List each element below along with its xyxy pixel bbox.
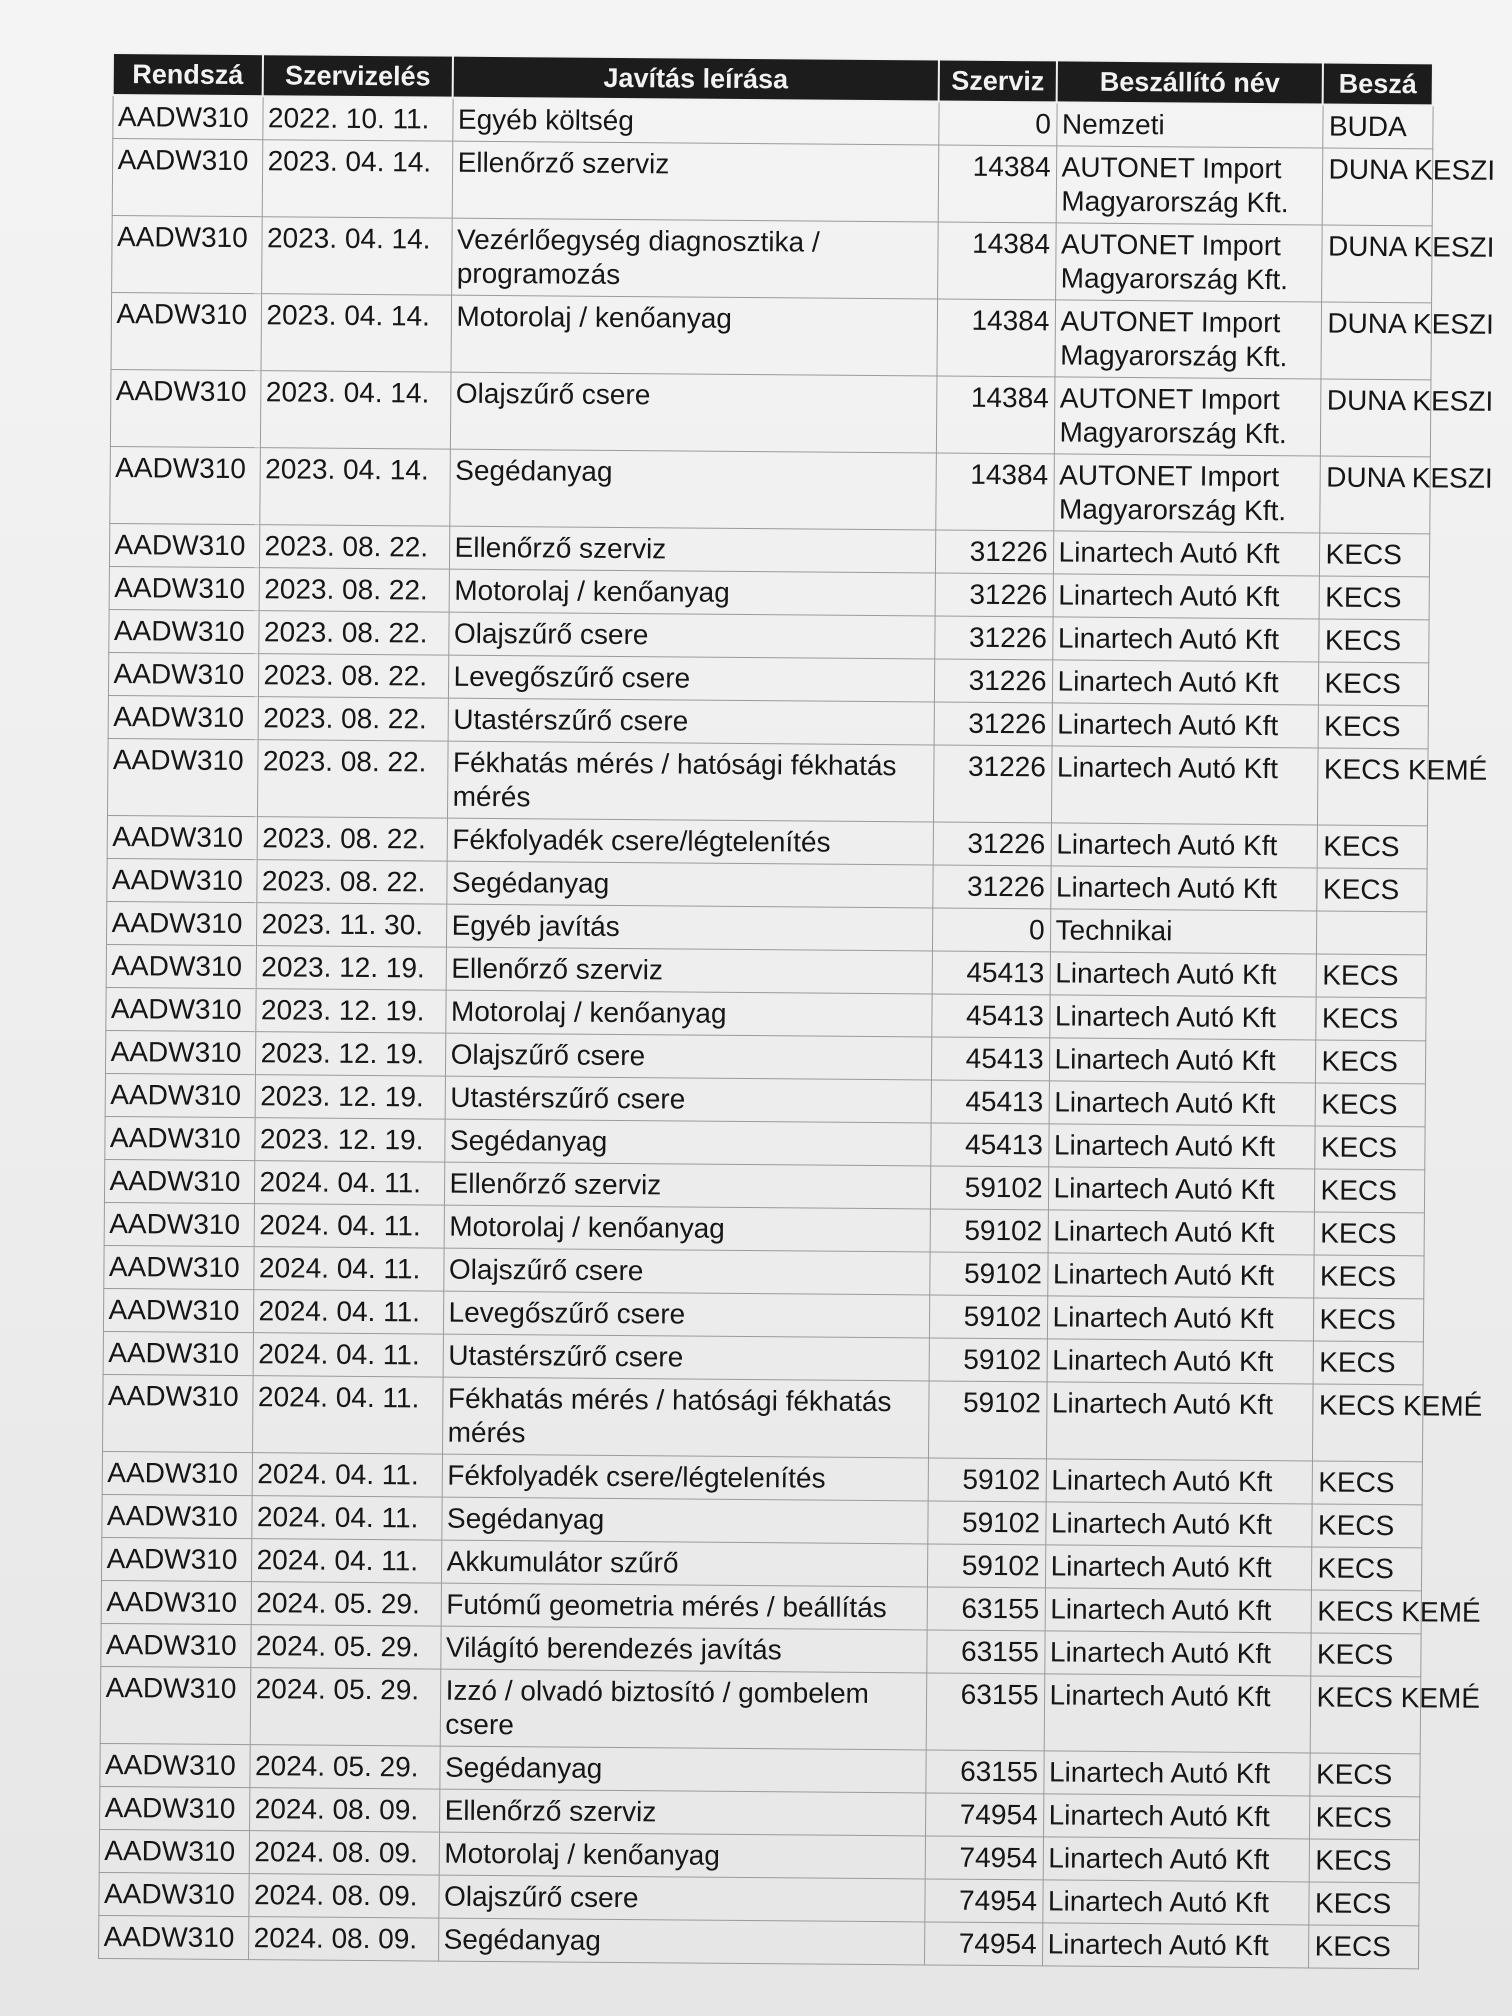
supplier-cell: Technikai <box>1050 909 1316 954</box>
plate-cell: AADW310 <box>103 1288 253 1332</box>
header-plate: Rendszá <box>113 53 263 96</box>
supplier-cell: Linartech Autó Kft <box>1046 1459 1312 1504</box>
amount-cell: 63155 <box>927 1587 1045 1631</box>
code-cell: KECS <box>1315 1083 1425 1127</box>
plate-cell: AADW310 <box>103 1245 253 1289</box>
plate-cell: AADW310 <box>99 1829 249 1873</box>
description-cell: Levegőszűrő csere <box>443 1291 929 1338</box>
supplier-cell: Linartech Autó Kft <box>1045 1545 1311 1590</box>
plate-cell: AADW310 <box>108 652 258 696</box>
supplier-cell: AUTONET Import Magyarország Kft. <box>1054 300 1321 379</box>
code-cell: KECS <box>1317 825 1427 869</box>
date-cell: 2024. 08. 09. <box>248 1874 438 1918</box>
plate-cell: AADW310 <box>106 901 256 945</box>
date-cell: 2024. 05. 29. <box>250 1625 440 1669</box>
code-cell: KECS <box>1314 1169 1424 1213</box>
supplier-cell: Linartech Autó Kft <box>1049 1081 1315 1126</box>
document-sheet <box>97 52 1496 1969</box>
table-row <box>100 1666 1421 1753</box>
amount-cell: 45413 <box>931 1037 1049 1081</box>
code-cell: KECS <box>1312 1461 1422 1505</box>
supplier-cell: Linartech Autó Kft <box>1045 1588 1311 1633</box>
supplier-cell: Linartech Autó Kft <box>1049 1038 1315 1083</box>
supplier-cell: Nemzeti <box>1056 102 1322 148</box>
description-cell: Segédanyag <box>441 1497 927 1544</box>
amount-cell: 63155 <box>926 1673 1045 1751</box>
plate-cell: AADW310 <box>104 1116 254 1160</box>
amount-cell: 74954 <box>924 1922 1042 1966</box>
description-cell: Segédanyag <box>439 1746 925 1793</box>
amount-cell: 59102 <box>929 1295 1047 1339</box>
supplier-cell: Linartech Autó Kft <box>1043 1794 1309 1839</box>
code-cell: KECS <box>1318 619 1428 663</box>
plate-cell: AADW310 <box>112 139 263 217</box>
amount-cell: 31226 <box>933 822 1051 866</box>
code-cell: KECS <box>1315 997 1425 1041</box>
description-cell: Motorolaj / kenőanyag <box>449 569 935 616</box>
code-cell <box>1316 911 1426 955</box>
supplier-cell: Linartech Autó Kft <box>1042 1880 1308 1925</box>
description-cell: Olajszűrő csere <box>438 1875 924 1922</box>
plate-cell: AADW310 <box>98 1872 248 1916</box>
plate-cell: AADW310 <box>101 1580 251 1624</box>
supplier-cell: Linartech Autó Kft <box>1052 660 1318 705</box>
date-cell: 2024. 05. 29. <box>250 1668 441 1746</box>
plate-cell: AADW310 <box>99 1743 249 1787</box>
description-cell: Fékfolyadék csere/légtelenítés <box>447 818 933 865</box>
date-cell: 2023. 11. 30. <box>256 903 446 947</box>
supplier-cell: Linartech Autó Kft <box>1047 1253 1313 1298</box>
header-service-km: Szerviz <box>939 59 1057 102</box>
supplier-cell: Linartech Autó Kft <box>1043 1837 1309 1882</box>
description-cell: Ellenőrző szerviz <box>444 1162 930 1209</box>
date-cell: 2024. 04. 11. <box>251 1496 441 1540</box>
plate-cell: AADW310 <box>104 1159 254 1203</box>
date-cell: 2022. 10. 11. <box>262 96 452 141</box>
table-row <box>98 1915 1418 1968</box>
plate-cell: AADW310 <box>105 1030 255 1074</box>
service-history-table <box>97 52 1496 1969</box>
plate-cell: AADW310 <box>112 95 262 140</box>
date-cell: 2024. 04. 11. <box>251 1539 441 1583</box>
description-cell: Utastérszűrő csere <box>448 698 934 745</box>
table-body <box>98 95 1496 1969</box>
code-cell: KECS <box>1318 662 1428 706</box>
code-cell: KECS <box>1308 1925 1418 1969</box>
supplier-cell: Linartech Autó Kft <box>1048 1124 1314 1169</box>
supplier-cell: Linartech Autó Kft <box>1053 574 1319 619</box>
plate-cell: AADW310 <box>105 987 255 1031</box>
date-cell: 2024. 04. 11. <box>254 1161 444 1205</box>
code-cell: KECS <box>1316 954 1426 998</box>
date-cell: 2023. 08. 22. <box>257 817 447 861</box>
code-cell: KECS <box>1314 1126 1424 1170</box>
description-cell: Motorolaj / kenőanyag <box>444 1205 930 1252</box>
description-cell: Fékhatás mérés / hatósági fékhatás mérés <box>447 741 934 822</box>
amount-cell: 0 <box>938 101 1056 145</box>
code-cell: KECS <box>1314 1212 1424 1256</box>
date-cell: 2023. 08. 22. <box>256 860 446 904</box>
code-cell: KECS <box>1310 1633 1420 1677</box>
code-cell: KECS <box>1319 533 1429 577</box>
description-cell: Ellenőrző szerviz <box>452 141 939 222</box>
code-cell: KECS <box>1311 1504 1421 1548</box>
plate-cell: AADW310 <box>101 1494 251 1538</box>
header-supplier-name: Beszállító név <box>1057 60 1323 104</box>
plate-cell: AADW310 <box>111 293 262 371</box>
supplier-cell: AUTONET Import Magyarország Kft. <box>1054 377 1321 456</box>
plate-cell: AADW310 <box>106 944 256 988</box>
code-cell: KECS <box>1308 1882 1418 1926</box>
date-cell: 2024. 04. 11. <box>253 1333 443 1377</box>
date-cell: 2024. 08. 09. <box>248 1917 438 1961</box>
code-cell: DUNA KESZI <box>1319 456 1430 534</box>
header-supplier-code: Beszá <box>1323 63 1433 106</box>
description-cell: Motorolaj / kenőanyag <box>450 295 937 376</box>
date-cell: 2023. 04. 14. <box>259 448 450 526</box>
description-cell: Vezérlőegység diagnosztika / programozás <box>451 218 938 299</box>
plate-cell: AADW310 <box>109 566 259 610</box>
date-cell: 2023. 08. 22. <box>259 568 449 612</box>
description-cell: Segédanyag <box>438 1918 924 1965</box>
table-row <box>111 293 1432 380</box>
code-cell: DUNA KESZI <box>1321 225 1432 303</box>
code-cell: KECS <box>1313 1341 1423 1385</box>
description-cell: Fékfolyadék csere/légtelenítés <box>442 1454 928 1501</box>
supplier-cell: Linartech Autó Kft <box>1043 1751 1309 1796</box>
supplier-cell: Linartech Autó Kft <box>1045 1502 1311 1547</box>
code-cell: KECS KEMÉ <box>1310 1676 1421 1754</box>
supplier-cell: Linartech Autó Kft <box>1052 703 1318 748</box>
amount-cell: 63155 <box>925 1750 1043 1794</box>
code-cell: KECS <box>1313 1255 1423 1299</box>
supplier-cell: Linartech Autó Kft <box>1052 617 1318 662</box>
date-cell: 2023. 12. 19. <box>255 1032 445 1076</box>
amount-cell: 63155 <box>926 1630 1044 1674</box>
date-cell: 2024. 08. 09. <box>249 1831 439 1875</box>
plate-cell: AADW310 <box>106 858 256 902</box>
plate-cell: AADW310 <box>99 1786 249 1830</box>
code-cell: KECS KEMÉ <box>1317 748 1428 826</box>
amount-cell: 59102 <box>928 1381 1047 1459</box>
description-cell: Levegőszűrő csere <box>448 655 934 702</box>
amount-cell: 14384 <box>936 299 1055 377</box>
description-cell: Ellenőrző szerviz <box>449 526 935 573</box>
date-cell: 2024. 04. 11. <box>253 1247 443 1291</box>
date-cell: 2023. 04. 14. <box>261 294 452 372</box>
table-row <box>111 216 1432 303</box>
plate-cell: AADW310 <box>100 1623 250 1667</box>
supplier-cell: Linartech Autó Kft <box>1048 1167 1314 1212</box>
date-cell: 2023. 08. 22. <box>258 697 448 741</box>
amount-cell: 14384 <box>935 453 1054 531</box>
date-cell: 2023. 08. 22. <box>257 740 448 818</box>
description-cell: Olajszűrő csere <box>450 372 937 453</box>
code-cell: KECS <box>1309 1753 1419 1797</box>
amount-cell: 59102 <box>928 1458 1046 1502</box>
description-cell: Motorolaj / kenőanyag <box>445 990 931 1037</box>
description-cell: Segédanyag <box>449 449 936 530</box>
code-cell: KECS <box>1319 576 1429 620</box>
header-service-date: Szervizelés <box>263 54 453 97</box>
amount-cell: 31226 <box>935 573 1053 617</box>
date-cell: 2024. 04. 11. <box>252 1453 442 1497</box>
amount-cell: 59102 <box>930 1166 1048 1210</box>
code-cell: KECS KEMÉ <box>1311 1590 1421 1634</box>
date-cell: 2024. 04. 11. <box>252 1376 443 1454</box>
description-cell: Olajszűrő csere <box>448 612 934 659</box>
plate-cell: AADW310 <box>103 1331 253 1375</box>
amount-cell: 0 <box>932 908 1050 952</box>
amount-cell: 59102 <box>930 1209 1048 1253</box>
code-cell: DUNA KESZI <box>1322 148 1433 226</box>
plate-cell: AADW310 <box>101 1537 251 1581</box>
supplier-cell: Linartech Autó Kft <box>1048 1210 1314 1255</box>
description-cell: Akkumulátor szűrő <box>441 1540 927 1587</box>
table-row <box>102 1374 1423 1461</box>
code-cell: DUNA KESZI <box>1320 302 1431 380</box>
amount-cell: 59102 <box>929 1252 1047 1296</box>
plate-cell: AADW310 <box>108 609 258 653</box>
description-cell: Ellenőrző szerviz <box>446 947 932 994</box>
date-cell: 2023. 08. 22. <box>258 611 448 655</box>
description-cell: Segédanyag <box>446 861 932 908</box>
code-cell: KECS KEMÉ <box>1312 1384 1423 1462</box>
plate-cell: AADW310 <box>107 815 257 859</box>
supplier-cell: Linartech Autó Kft <box>1047 1296 1313 1341</box>
supplier-cell: Linartech Autó Kft <box>1050 952 1316 997</box>
supplier-cell: Linartech Autó Kft <box>1050 866 1316 911</box>
date-cell: 2023. 04. 14. <box>260 371 451 449</box>
date-cell: 2024. 08. 09. <box>249 1788 439 1832</box>
supplier-cell: Linartech Autó Kft <box>1046 1382 1313 1461</box>
table-row <box>110 369 1431 456</box>
description-cell: Futómű geometria mérés / beállítás <box>441 1583 927 1630</box>
description-cell: Egyéb javítás <box>446 904 932 951</box>
amount-cell: 45413 <box>931 1080 1049 1124</box>
description-cell: Világító berendezés javítás <box>440 1626 926 1673</box>
description-cell: Olajszűrő csere <box>443 1248 929 1295</box>
header-repair-description: Javítás leírása <box>453 56 939 102</box>
amount-cell: 31226 <box>935 530 1053 574</box>
amount-cell: 45413 <box>930 1123 1048 1167</box>
amount-cell: 31226 <box>933 745 1052 823</box>
amount-cell: 59102 <box>929 1338 1047 1382</box>
plate-cell: AADW310 <box>105 1073 255 1117</box>
supplier-cell: Linartech Autó Kft <box>1049 995 1315 1040</box>
amount-cell: 31226 <box>934 659 1052 703</box>
supplier-cell: Linartech Autó Kft <box>1044 1674 1311 1753</box>
supplier-cell: AUTONET Import Magyarország Kft. <box>1053 454 1320 533</box>
code-cell: KECS <box>1316 868 1426 912</box>
table-row <box>107 738 1428 825</box>
date-cell: 2023. 12. 19. <box>256 946 446 990</box>
description-cell: Egyéb költség <box>452 98 938 145</box>
table-row <box>109 446 1430 533</box>
date-cell: 2024. 05. 29. <box>251 1582 441 1626</box>
plate-cell: AADW310 <box>109 523 259 567</box>
supplier-cell: Linartech Autó Kft <box>1053 531 1319 576</box>
amount-cell: 45413 <box>931 994 1049 1038</box>
date-cell: 2023. 12. 19. <box>255 1075 445 1119</box>
supplier-cell: Linartech Autó Kft <box>1047 1339 1313 1384</box>
plate-cell: AADW310 <box>98 1915 248 1959</box>
plate-cell: AADW310 <box>104 1202 254 1246</box>
amount-cell: 14384 <box>937 222 1056 300</box>
date-cell: 2023. 04. 14. <box>261 217 452 295</box>
amount-cell: 31226 <box>934 702 1052 746</box>
date-cell: 2024. 04. 11. <box>253 1290 443 1334</box>
code-cell: KECS <box>1313 1298 1423 1342</box>
plate-cell: AADW310 <box>110 369 261 447</box>
supplier-cell: Linartech Autó Kft <box>1051 746 1318 825</box>
supplier-cell: AUTONET Import Magyarország Kft. <box>1056 146 1323 225</box>
date-cell: 2023. 12. 19. <box>254 1118 444 1162</box>
code-cell: BUDA <box>1322 105 1432 149</box>
amount-cell: 31226 <box>932 865 1050 909</box>
plate-cell: AADW310 <box>111 216 262 294</box>
description-cell: Fékhatás mérés / hatósági fékhatás mérés <box>442 1377 929 1458</box>
plate-cell: AADW310 <box>109 446 260 524</box>
description-cell: Ellenőrző szerviz <box>439 1789 925 1836</box>
amount-cell: 59102 <box>927 1544 1045 1588</box>
date-cell: 2024. 05. 29. <box>249 1745 439 1789</box>
amount-cell: 45413 <box>932 951 1050 995</box>
code-cell: KECS <box>1311 1547 1421 1591</box>
table-row <box>112 139 1433 226</box>
date-cell: 2023. 08. 22. <box>258 654 448 698</box>
date-cell: 2023. 08. 22. <box>259 525 449 569</box>
amount-cell: 74954 <box>925 1836 1043 1880</box>
code-cell: KECS <box>1309 1796 1419 1840</box>
plate-cell: AADW310 <box>100 1666 251 1744</box>
date-cell: 2024. 04. 11. <box>254 1204 444 1248</box>
amount-cell: 14384 <box>938 145 1057 223</box>
supplier-cell: AUTONET Import Magyarország Kft. <box>1055 223 1322 302</box>
description-cell: Izzó / olvadó biztosító / gombelem csere <box>440 1669 927 1750</box>
description-cell: Utastérszűrő csere <box>445 1076 931 1123</box>
description-cell: Olajszűrő csere <box>445 1033 931 1080</box>
amount-cell: 74954 <box>925 1793 1043 1837</box>
supplier-cell: Linartech Autó Kft <box>1051 823 1317 868</box>
supplier-cell: Linartech Autó Kft <box>1044 1631 1310 1676</box>
amount-cell: 59102 <box>927 1501 1045 1545</box>
plate-cell: AADW310 <box>108 695 258 739</box>
code-cell: KECS <box>1318 705 1428 749</box>
plate-cell: AADW310 <box>102 1374 253 1452</box>
amount-cell: 14384 <box>936 376 1055 454</box>
plate-cell: AADW310 <box>102 1451 252 1495</box>
code-cell: KECS <box>1315 1040 1425 1084</box>
code-cell: KECS <box>1309 1839 1419 1883</box>
description-cell: Segédanyag <box>444 1119 930 1166</box>
date-cell: 2023. 12. 19. <box>255 989 445 1033</box>
description-cell: Motorolaj / kenőanyag <box>439 1832 925 1879</box>
amount-cell: 74954 <box>924 1879 1042 1923</box>
date-cell: 2023. 04. 14. <box>262 140 453 218</box>
amount-cell: 31226 <box>934 616 1052 660</box>
description-cell: Utastérszűrő csere <box>443 1334 929 1381</box>
supplier-cell: Linartech Autó Kft <box>1042 1923 1308 1968</box>
plate-cell: AADW310 <box>107 738 258 816</box>
code-cell: DUNA KESZI <box>1320 379 1431 457</box>
